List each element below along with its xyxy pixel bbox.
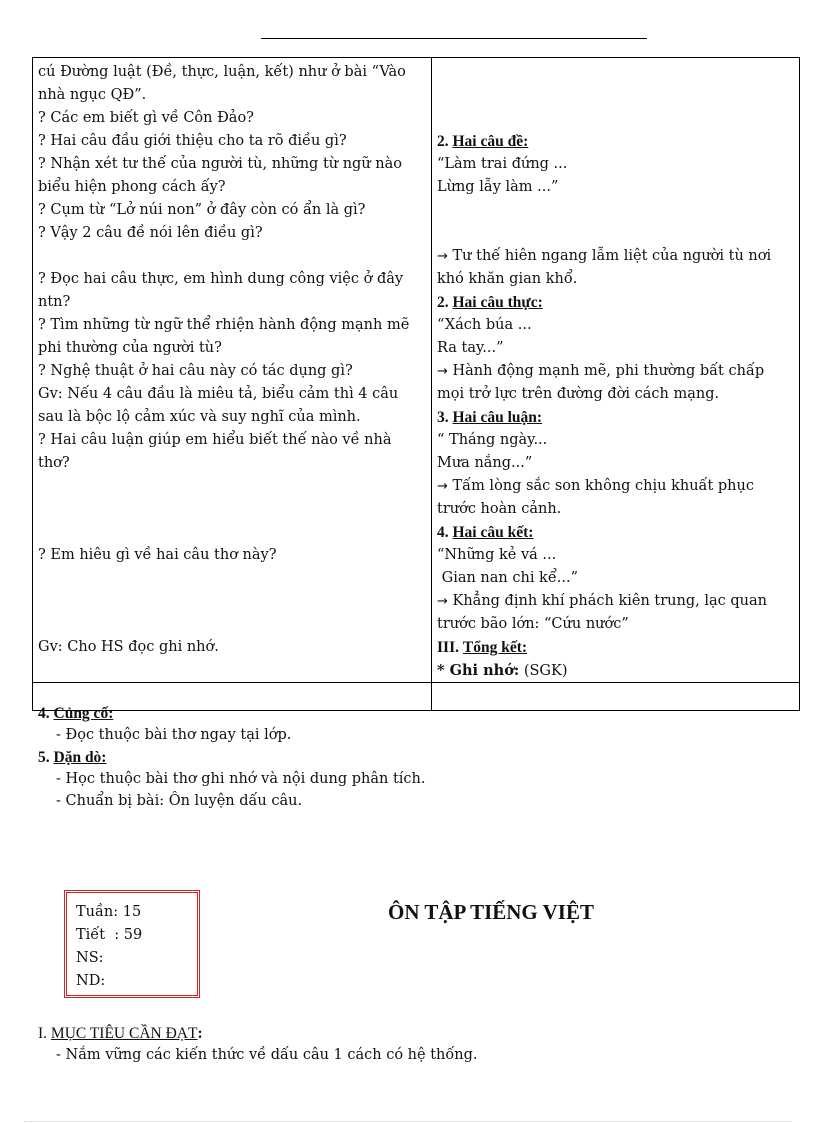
heading-hai-cau-de: 2. Hai câu đề: — [437, 133, 529, 150]
header-rule — [261, 38, 647, 39]
content-cell — [432, 58, 800, 683]
heading-hai-cau-ket: 4. Hai câu kết: — [437, 524, 534, 541]
conclusion-line: trước hoàn cảnh. — [437, 501, 562, 517]
quote-line: “Những kẻ vá ... — [437, 547, 557, 563]
heading-hai-cau-thuc: 2. Hai câu thực: — [437, 294, 543, 311]
arrow-icon: → — [437, 249, 448, 264]
question-line: ? Em hiêu gì về hai câu thơ này? — [38, 547, 277, 563]
empty-cell — [432, 683, 800, 711]
lesson-info-box — [64, 890, 200, 998]
conclusion-line: mọi trở lực trên đường đời cách mạng. — [437, 386, 720, 402]
question-line: ? Đọc hai câu thực, em hình dung công việc ở đây — [38, 271, 404, 287]
ns-label: NS: — [76, 950, 104, 966]
dan-do-item: - Chuẩn bị bài: Ôn luyện dấu câu. — [56, 793, 303, 809]
arrow-icon: → — [437, 364, 448, 379]
cung-co-heading: 4. Củng cố: — [38, 705, 114, 722]
table-row — [33, 58, 800, 683]
blank-line — [38, 521, 426, 544]
blank-line — [38, 475, 426, 498]
period-label: Tiết : 59 — [76, 927, 143, 943]
question-line: phi thường của người tù? — [38, 340, 222, 356]
arrow-icon: → — [437, 594, 448, 609]
question-line: ntn? — [38, 294, 71, 310]
quote-line: “ Tháng ngày... — [437, 432, 548, 448]
question-line: ? Hai câu luận giúp em hiểu biết thế nào về nhà — [38, 432, 392, 448]
week-label: Tuần: 15 — [76, 904, 142, 920]
question-line: Gv: Cho HS đọc ghi nhớ. — [38, 639, 219, 655]
conclusion-line: → Khẳng định khí phách kiên trung, lạc quan — [437, 593, 767, 609]
quote-line: Ra tay...” — [437, 340, 504, 356]
question-line: ? Cụm từ “Lở núi non” ở đây còn có ẩn là gì? — [38, 202, 366, 218]
cung-co-item: - Đọc thuộc bài thơ ngay tại lớp. — [56, 727, 292, 743]
page-title: ÔN TẬP TIẾNG VIỆT — [388, 900, 594, 924]
blank-line — [38, 567, 426, 590]
blank-line — [38, 590, 426, 613]
dan-do-heading: 5. Dặn dò: — [38, 749, 107, 766]
question-line: Gv: Nếu 4 câu đầu là miêu tả, biểu cảm thì 4 câu — [38, 386, 399, 402]
muc-tieu-item: - Nắm vững các kiến thức về dấu câu 1 cách có hệ thống. — [56, 1047, 478, 1063]
muc-tieu-heading: I. MỤC TIÊU CẦN ĐẠT: — [38, 1025, 203, 1042]
question-line: sau là bộc lộ cảm xúc và suy nghĩ của mình. — [38, 409, 361, 425]
question-line: ? Nghệ thuật ở hai câu này có tác dụng gì? — [38, 363, 353, 379]
question-line: cú Đường luật (Đề, thực, luận, kết) như ở bài “Vào — [38, 64, 406, 80]
question-list — [38, 61, 426, 659]
lesson-table — [32, 57, 800, 711]
question-line: ? Tìm những từ ngữ thể rhiện hành động mạnh mẽ — [38, 317, 410, 333]
question-line: nhà ngục QĐ”. — [38, 87, 147, 103]
question-line: ? Hai câu đầu giới thiệu cho ta rõ điều gì? — [38, 133, 347, 149]
arrow-icon: → — [437, 479, 448, 494]
teacher-questions-cell — [33, 58, 432, 683]
ghi-nho-line: * Ghi nhớ: (SGK) — [437, 662, 568, 679]
quote-line: “Làm trai đứng ... — [437, 156, 568, 172]
quote-line: Mưa nắng...” — [437, 455, 533, 471]
heading-hai-cau-luan: 3. Hai câu luận: — [437, 409, 543, 426]
blank-line — [38, 245, 426, 268]
conclusion-line: trước bão lớn: “Cứu nước” — [437, 616, 629, 632]
nd-label: ND: — [76, 973, 106, 989]
quote-line: “Xách búa ... — [437, 317, 532, 333]
dan-do-item: - Học thuộc bài thơ ghi nhớ và nội dung phân tích. — [56, 771, 426, 787]
quote-line: Gian nan chi kể...” — [437, 570, 579, 586]
cung-co-section — [38, 702, 426, 812]
question-line: ? Vậy 2 câu đề nói lên điều gì? — [38, 225, 263, 241]
conclusion-line: khó khăn gian khổ. — [437, 271, 578, 287]
blank-line — [38, 613, 426, 636]
question-line: biểu hiện phong cách ấy? — [38, 179, 226, 195]
question-line: ? Các em biết gì về Côn Đảo? — [38, 110, 254, 126]
conclusion-line: → Hành động mạnh mẽ, phi thường bất chấp — [437, 363, 765, 379]
page-bottom-rule — [24, 1121, 792, 1122]
conclusion-line: → Tư thế hiên ngang lẫm liệt của người tù nơi — [437, 248, 772, 264]
blank-line — [38, 498, 426, 521]
quote-line: Lừng lẫy làm ...” — [437, 179, 559, 195]
question-line: thơ? — [38, 455, 70, 471]
heading-tong-ket: III. Tổng kết: — [437, 639, 528, 656]
question-line: ? Nhận xét tư thế của người tù, những từ ngữ nào — [38, 156, 403, 172]
muc-tieu-section — [38, 1022, 477, 1066]
conclusion-line: → Tấm lòng sắc son không chịu khuất phục — [437, 478, 754, 494]
